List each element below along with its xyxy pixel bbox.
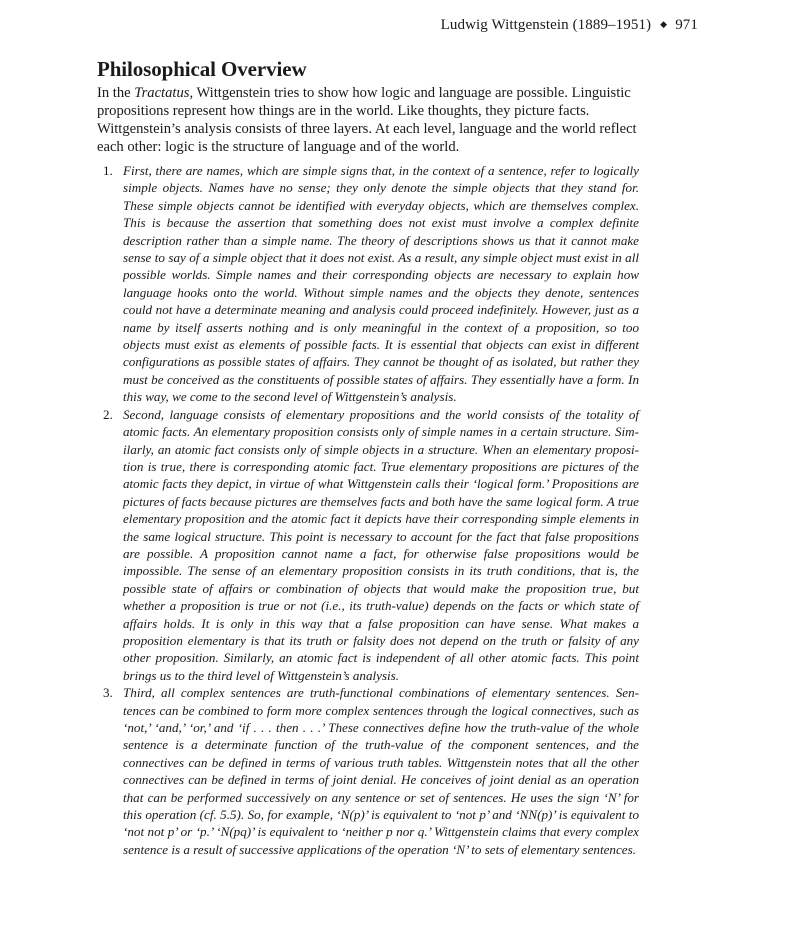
list-item-level-1: [97, 162, 639, 406]
intro-pre: In the: [97, 85, 135, 101]
list-number: 2.: [103, 406, 113, 422]
section-philosophical-overview: [97, 56, 639, 858]
list-item-level-3: [97, 684, 639, 858]
intro-post: , Wittgenstein tries to show how logic and language are possible. Linguistic propositions represent how things are in the world. Like thoughts, they picture facts. Wittgenstein’s analysis consists of three layers. At each level, language and the world reflect each other: logic is the structure of language and of the world.: [97, 85, 637, 155]
list-item-level-2: [97, 406, 639, 685]
list-item-text: Third, all complex sentences are truth-functional combinations of elementary sentences. Sentences can be combined to form more complex sentences through the logical connectives, such as ‘not,’ ‘and,’ ‘or,’ and ‘if . . . then . . .’ These connectives define how the truth-value of the whole sentence is a determinate function of the truth-value of the component sentences, and the connectives can be defined in terms of various truth tables. Wittgenstein notes that all the other connectives can be defined in terms of joint denial. He conceives of joint denial as an operation that can be performed successively on any sentence or set of sentences. He uses the sign ‘N’ for this operation (cf. 5.5). So, for example, ‘N(p)’ is equivalent to ‘not p’ and ‘NN(p)’ is equivalent to ‘not not p’ or ‘p.’ ‘N(pq)’ is equivalent to ‘neither p nor q.’ Wittgenstein claims that every complex sentence is a result of successive applications of the operation ‘N’ to sets of elementary sentences.: [123, 685, 639, 857]
levels-list: [97, 162, 639, 858]
work-title: Tractatus: [134, 85, 190, 101]
running-title: Ludwig Wittgenstein (1889–1951): [440, 17, 652, 33]
running-header: [441, 17, 698, 34]
diamond-separator-icon: ◆: [660, 19, 668, 29]
list-item-text: Second, language consists of elementary propositions and the world consists of the totality of atomic facts. An elementary proposition consists only of simple names in a certain structure. Similarly, an atomic fact consists only of simple objects in a structure. When an elementary proposition is true, there is corresponding atomic fact. True elementary propositions are pictures of the atomic facts they depict, in virtue of what Wittgenstein calls their ‘logical form.’ Propositions are pictures of facts because pictures are themselves facts and both have the same logical form. A true elementary proposition and the atomic fact it depicts have their corresponding simple elements in the same logical structure. This point is necessary to account for the fact that false propositions are possible. A proposition cannot name a fact, for otherwise false propositions would be impossible. The sense of an elementary proposition consists in its truth conditions, that is, the possible state of affairs or combination of objects that would make the proposition true, but whether a proposition is true or not (i.e., its truth-value) depends on the facts or which state of affairs holds. It is only in this way that a false proposition can have sense. What makes a proposition elementary is that its truth or falsity does not depend on the truth or falsity of any other proposition. Similarly, an atomic fact is independent of all other atomic facts. This point brings us to the third level of Wittgenstein’s analysis.: [123, 406, 639, 683]
intro-paragraph: [97, 84, 639, 156]
list-number: 1.: [103, 163, 113, 178]
page-number: 971: [675, 17, 698, 33]
list-number: 3.: [103, 685, 113, 701]
section-title: Philosophical Overview: [97, 57, 307, 81]
list-item-text: First, there are names, which are simple signs that, in the context of a sentence, refer to logically simple objects. Names have no sense; they only denote the simple objects that they stand for. These simple objects cannot be identified with everyday objects, which are themselves complex. This is because the assertion that something does not exist must involve a complex definite description rather than a simple name. The theory of descriptions shows us that it cannot make sense to say of a simple object that it does not exist. As a result, any simple object must exist in all possible worlds. Simple names and their corresponding objects are necessary to explain how language hooks onto the world. Without simple names and the objects they denote, sentences could not have a determinate meaning and analysis could proceed indefinitely. However, just as a name by itself asserts nothing and is only meaningful in the context of a proposition, so too objects must exist as elements of possible facts. It is essential that objects can exist in different configurations as possible states of affairs. They cannot be thought of as isolated, but rather they must be conceived as the constituents of possible states of affairs. They essentially have a form. In this way, we come to the second level of Wittgenstein’s analysis.: [123, 163, 639, 405]
